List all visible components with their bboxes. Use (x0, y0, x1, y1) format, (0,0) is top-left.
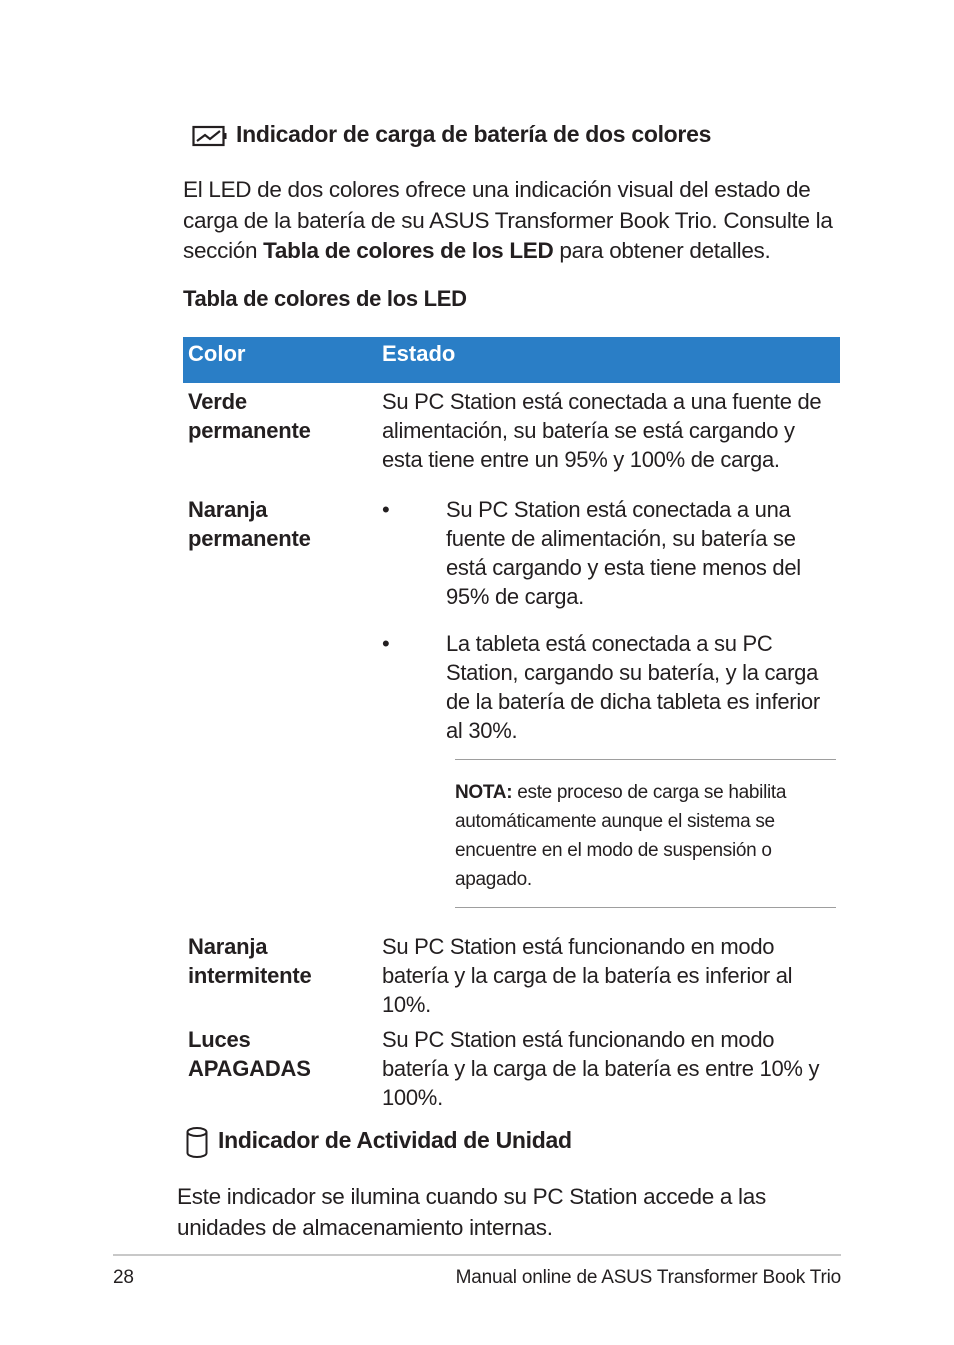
description-bold-reference: Tabla de colores de los LED (263, 238, 554, 263)
note-bottom-divider (455, 907, 836, 908)
battery-indicator-description (183, 175, 848, 267)
bullet-marker: • (382, 497, 390, 522)
label-line: intermitente (188, 963, 312, 988)
row-label-luces-apagadas (188, 1025, 311, 1083)
drive-activity-icon (185, 1126, 209, 1160)
label-line: Verde (188, 389, 247, 414)
label-line: Naranja (188, 497, 268, 522)
table-header (183, 337, 840, 383)
note-top-divider (455, 759, 836, 760)
section-title-drive-activity: Indicador de Actividad de Unidad (218, 1127, 572, 1153)
header-state: Estado (382, 341, 456, 366)
description-text-end: para obtener detalles. (553, 238, 771, 263)
label-line: APAGADAS (188, 1056, 311, 1081)
row-label-verde (188, 387, 311, 445)
footer-divider (113, 1254, 841, 1256)
manual-title: Manual online de ASUS Transformer Book Trio (455, 1267, 841, 1288)
label-line: permanente (188, 418, 311, 443)
note-label: NOTA: (455, 782, 513, 803)
section-title-battery-indicator: Indicador de carga de batería de dos colores (236, 121, 712, 147)
row-label-naranja-permanente (188, 495, 311, 553)
bullet-item: La tableta está conectada a su PC Station, cargando su batería, y la carga de la batería de dicha tableta es inferior al 30%. (446, 631, 820, 743)
label-line: Naranja (188, 934, 268, 959)
note-text: este proceso de carga se habilita automáticamente aunque el sistema se encuentre en el modo de suspensión o apagado. (455, 782, 787, 890)
header-color: Color (188, 341, 246, 366)
row-state-naranja-intermitente: Su PC Station está funcionando en modo batería y la carga de la batería es inferior al 10%. (382, 934, 793, 1017)
row-state-luces-apagadas: Su PC Station está funcionando en modo batería y la carga de la batería es entre 10% y 100%. (382, 1027, 820, 1110)
bullet-marker: • (382, 631, 390, 656)
drive-activity-description: Este indicador se ilumina cuando su PC Station accede a las unidades de almacenamiento internas. (177, 1184, 766, 1240)
row-state-verde: Su PC Station está conectada a una fuente de alimentación, su batería se está cargando y esta tiene entre un 95% y 100% de carga. (382, 389, 822, 472)
label-line: Luces (188, 1027, 251, 1052)
note (455, 778, 830, 894)
description-text: El LED de dos colores ofrece una indicación visual del estado de carga de la batería de su ASUS Transformer Book Trio. Consulte la sección (183, 177, 833, 263)
bullet-item: Su PC Station está conectada a una fuente de alimentación, su batería se está cargando y esta tiene menos del 95% de carga. (446, 497, 801, 609)
page-number: 28 (113, 1267, 134, 1288)
battery-charge-icon (192, 124, 228, 148)
row-label-naranja-intermitente (188, 932, 312, 990)
label-line: permanente (188, 526, 311, 551)
table-title: Tabla de colores de los LED (183, 286, 467, 311)
